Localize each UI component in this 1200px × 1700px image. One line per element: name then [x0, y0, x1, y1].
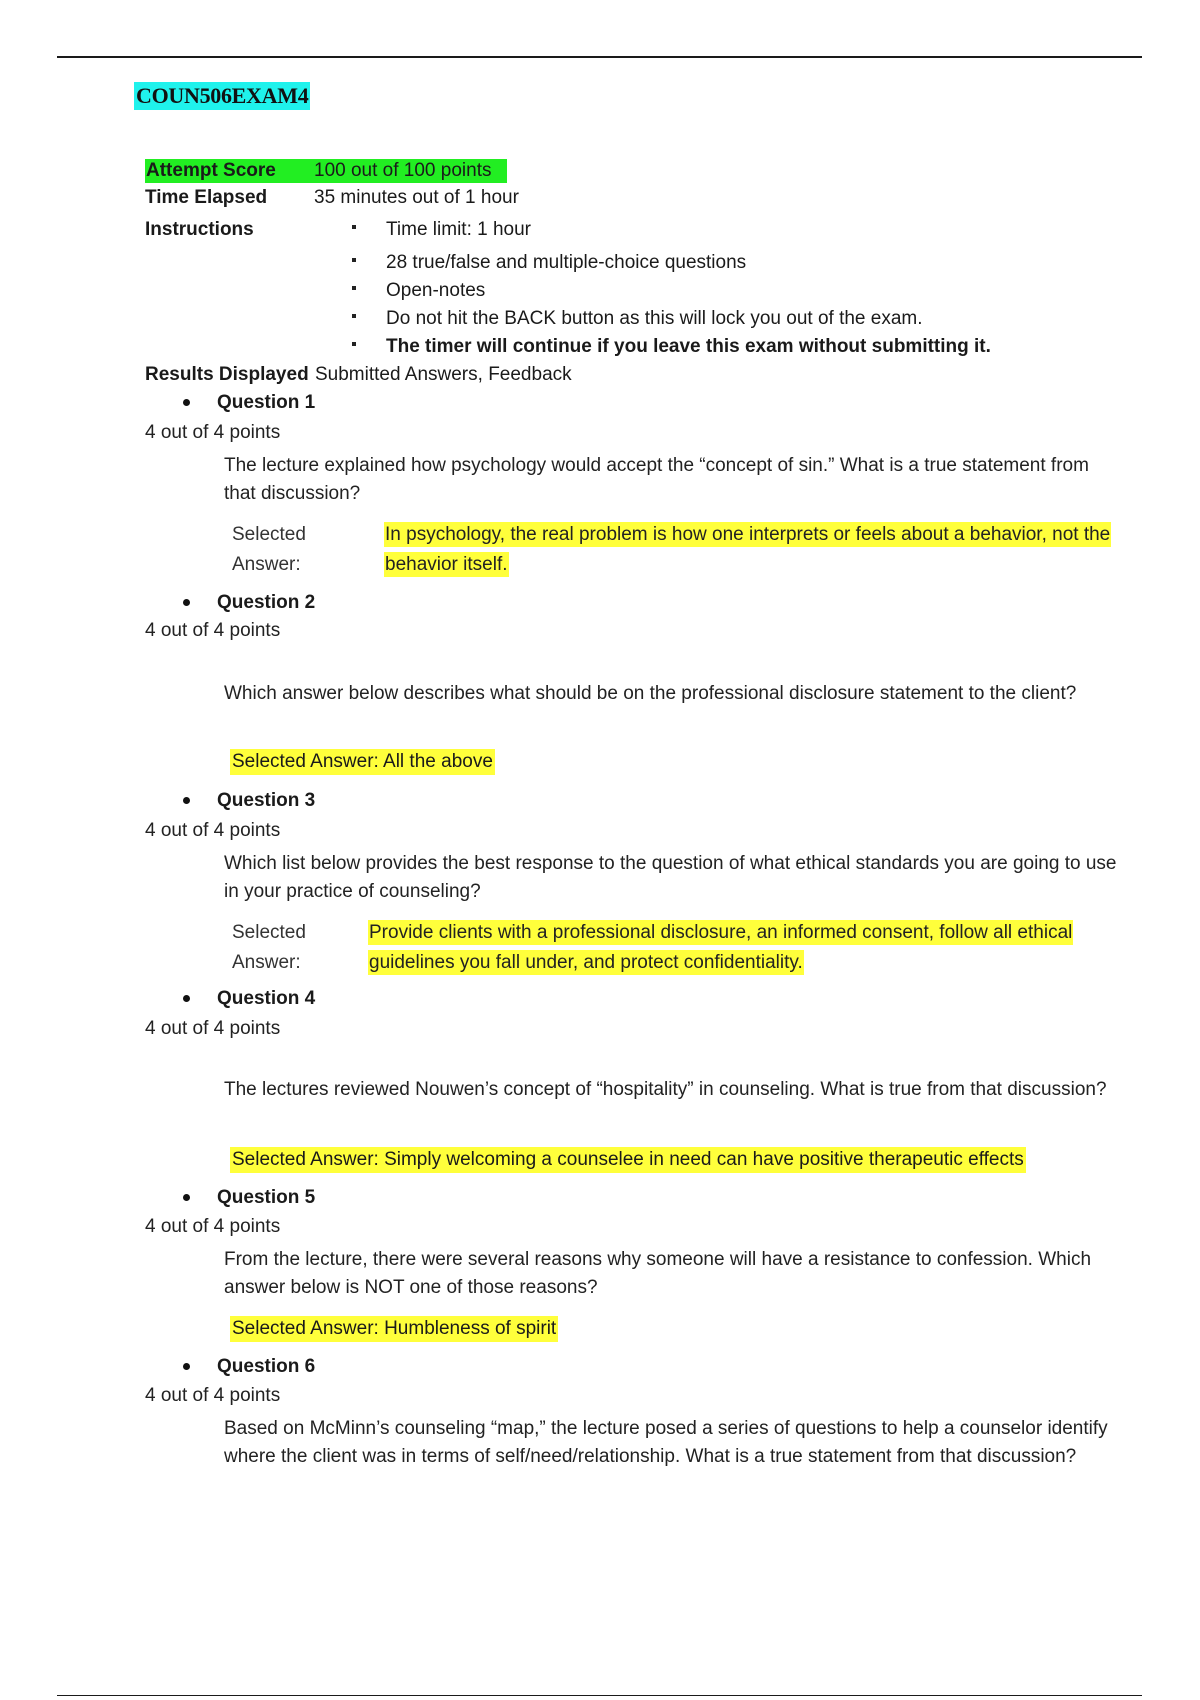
question-4-points: 4 out of 4 points	[145, 1018, 281, 1039]
question-5-text: From the lecture, there were several reasons why someone will have a resistance to confession. Which answer below is NOT one of those reasons?	[224, 1249, 1092, 1298]
instruction-text: 28 true/false and multiple-choice questions	[386, 252, 747, 273]
instructions-label: Instructions	[145, 219, 254, 240]
answer-text: In psychology, the real problem is how one interprets or feels about a behavior, not the behavior itself.	[385, 524, 1111, 575]
bullet-icon	[183, 599, 190, 606]
question-label: Question 5	[217, 1187, 316, 1208]
question-label: Question 1	[217, 392, 316, 413]
question-label: Question 3	[217, 790, 316, 811]
question-3-selected-answer	[368, 918, 1128, 978]
question-6-points: 4 out of 4 points	[145, 1385, 281, 1406]
question-1-text: The lecture explained how psychology would accept the “concept of sin.” What is a true statement from that discussion?	[224, 455, 1089, 504]
question-1-points: 4 out of 4 points	[145, 422, 281, 443]
bottom-rule	[57, 1695, 1142, 1696]
bullet-icon	[183, 995, 190, 1002]
bullet-icon	[352, 258, 356, 262]
question-6-text: Based on McMinn’s counseling “map,” the lecture posed a series of questions to help a counselor identify where the client was in terms of self/need/relationship. What is a true statement from that discussion?	[224, 1418, 1108, 1467]
bullet-icon	[352, 225, 356, 229]
time-elapsed-value: 35 minutes out of 1 hour	[314, 187, 519, 208]
attempt-score-label: Attempt Score	[146, 160, 276, 181]
question-4-selected-answer: Selected Answer: Simply welcoming a counselee in need can have positive therapeutic effects	[230, 1147, 1026, 1173]
document-title: COUN506EXAM4	[136, 83, 309, 108]
question-label: Question 4	[217, 988, 316, 1009]
bullet-icon	[183, 1194, 190, 1201]
question-5-points: 4 out of 4 points	[145, 1216, 281, 1237]
question-1-selected-answer	[384, 520, 1114, 580]
bullet-icon	[183, 399, 190, 406]
instruction-text: The timer will continue if you leave this exam without submitting it.	[386, 336, 991, 357]
bullet-icon	[352, 342, 356, 346]
question-3-selected-label: Selected Answer:	[232, 922, 306, 973]
bullet-icon	[183, 1363, 190, 1370]
instruction-text: Do not hit the BACK button as this will lock you out of the exam.	[386, 308, 923, 329]
question-1-selected-label: Selected Answer:	[232, 524, 306, 575]
instruction-text: Open-notes	[386, 280, 486, 301]
question-3-points: 4 out of 4 points	[145, 820, 281, 841]
question-4-text: The lectures reviewed Nouwen’s concept of “hospitality” in counseling. What is true from that discussion?	[224, 1079, 1107, 1100]
question-2-text: Which answer below describes what should be on the professional disclosure statement to the client?	[224, 683, 1077, 704]
question-label: Question 6	[217, 1356, 316, 1377]
question-2-points: 4 out of 4 points	[145, 620, 281, 641]
question-3-text: Which list below provides the best response to the question of what ethical standards you are going to use in your practice of counseling?	[224, 853, 1117, 902]
question-5-selected-answer: Selected Answer: Humbleness of spirit	[230, 1316, 558, 1342]
question-2-selected-answer: Selected Answer: All the above	[230, 749, 495, 775]
top-rule	[57, 56, 1142, 58]
results-displayed-value: Submitted Answers, Feedback	[315, 364, 572, 385]
bullet-icon	[352, 286, 356, 290]
answer-text: Provide clients with a professional disclosure, an informed consent, follow all ethical guidelines you fall under, and protect confidentiality.	[369, 922, 1073, 973]
instruction-text: Time limit: 1 hour	[386, 219, 531, 240]
results-displayed-label: Results Displayed	[145, 364, 309, 385]
bullet-icon	[183, 797, 190, 804]
bullet-icon	[352, 314, 356, 318]
time-elapsed-label: Time Elapsed	[145, 187, 268, 208]
attempt-score-value: 100 out of 100 points	[314, 160, 492, 181]
question-label: Question 2	[217, 592, 316, 613]
